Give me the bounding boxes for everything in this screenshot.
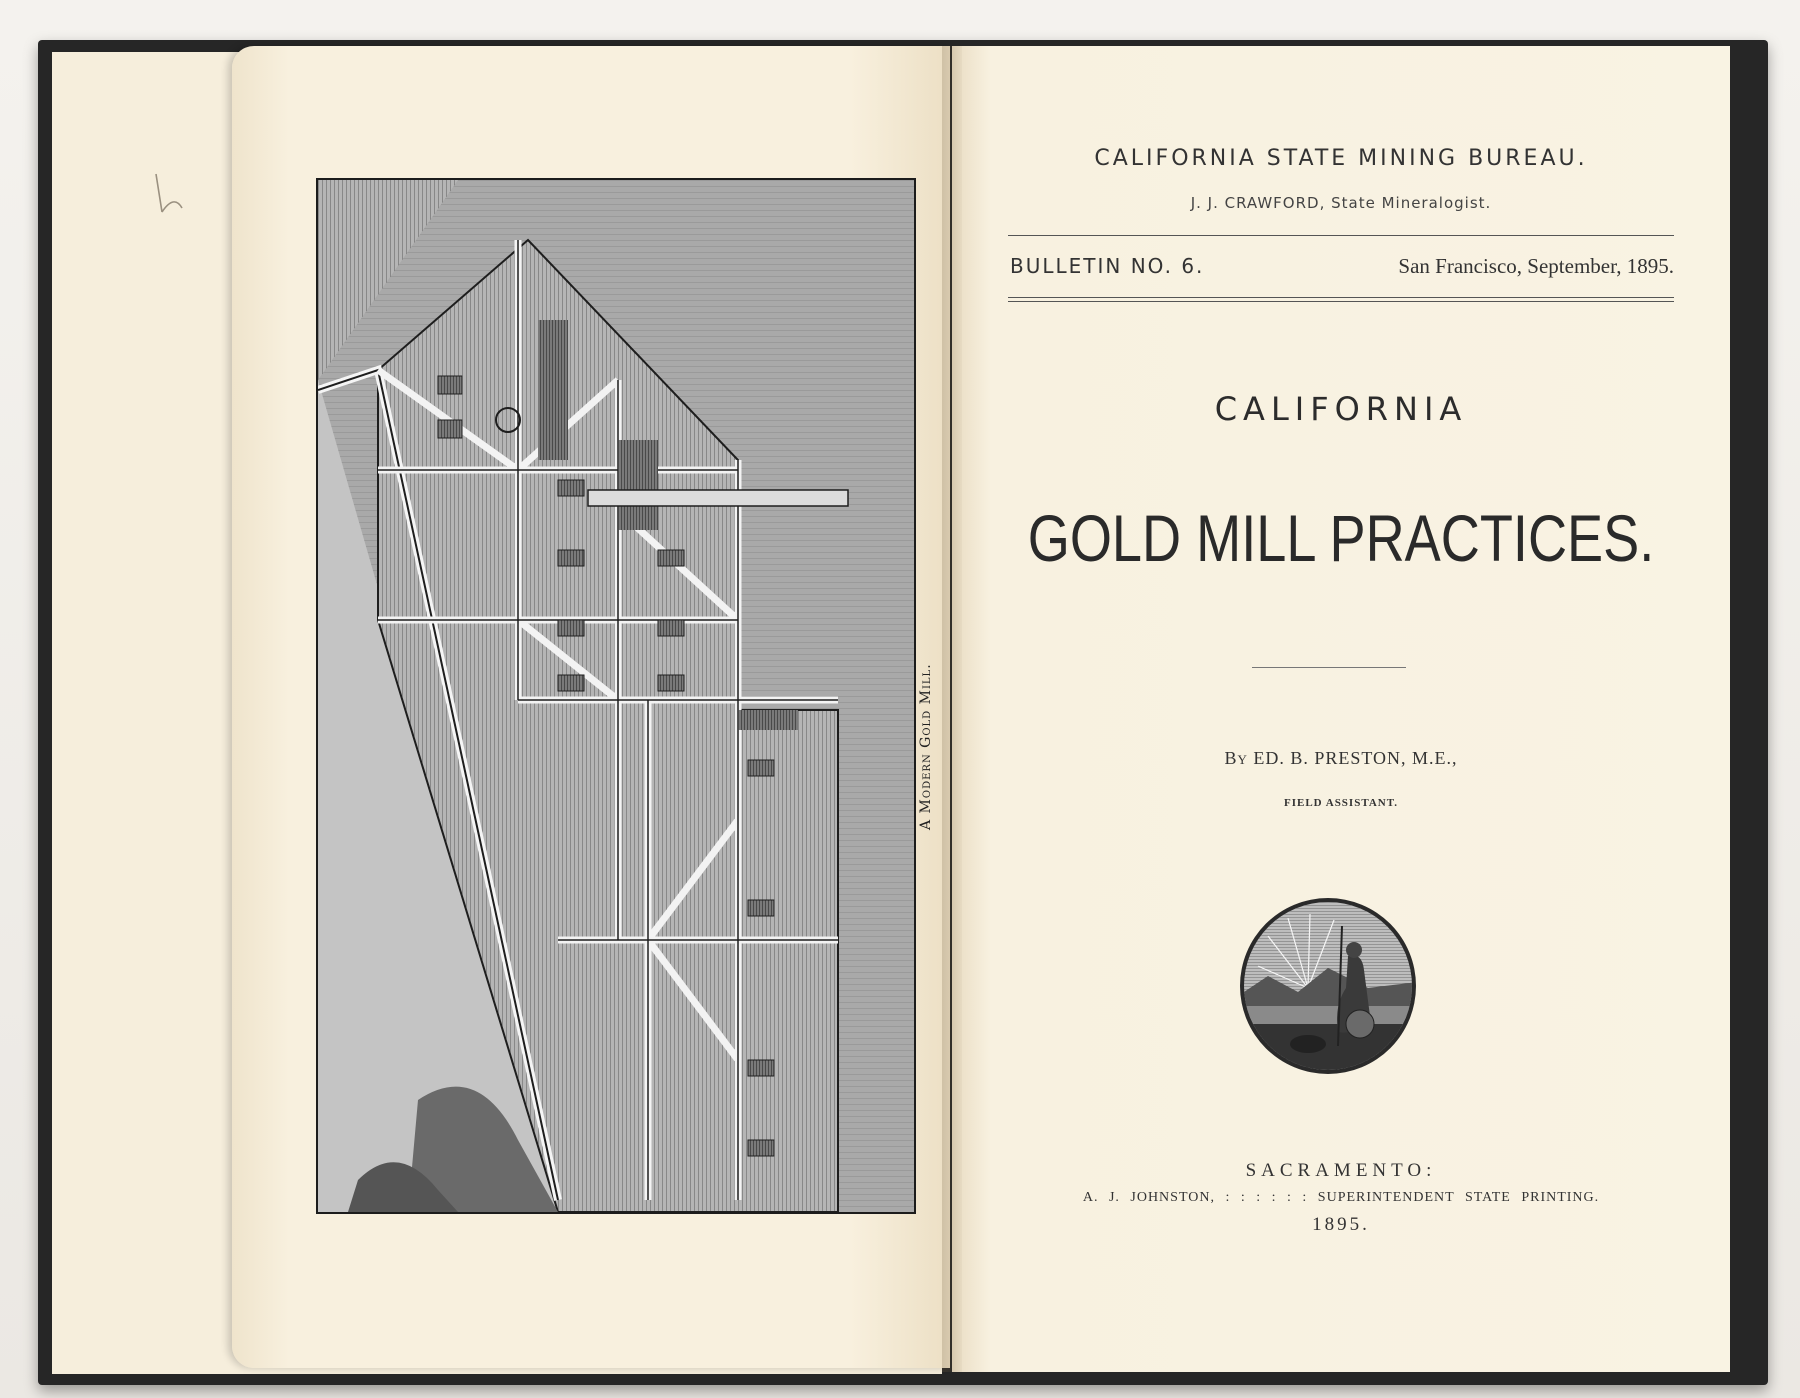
bulletin-number: BULLETIN NO. 6. [1010,254,1205,278]
bulletin-row [1010,254,1674,279]
state-heading: CALIFORNIA [1214,390,1468,428]
byline-by: By [1224,748,1248,768]
pencil-mark [148,164,188,224]
imprint-year: 1895. [1312,1214,1370,1235]
printer-line: A. J. JOHNSTON, : : : : : : SUPERINTENDENT STATE PRINTING. [1082,1190,1600,1205]
mill-engraving [316,178,916,1214]
place-date: San Francisco, September, 1895. [1398,254,1674,278]
mineralogist-line: J. J. CRAWFORD, State Mineralogist. [1190,194,1492,212]
caption-text: A Modern Gold Mill. [918,663,934,830]
state-seal-icon [1238,896,1418,1076]
author-role: FIELD ASSISTANT. [1283,797,1399,809]
double-rule [1008,297,1674,302]
short-rule [1252,667,1406,668]
frontispiece-caption [918,663,958,830]
byline [952,748,1730,769]
bureau-heading: CALIFORNIA STATE MINING BUREAU. [1094,146,1588,171]
top-rule [1008,235,1674,236]
book-title: GOLD MILL PRACTICES. [1027,501,1655,575]
imprint-city: SACRAMENTO: [1245,1160,1437,1181]
author-name: ED. B. PRESTON, M.E., [1253,748,1458,768]
